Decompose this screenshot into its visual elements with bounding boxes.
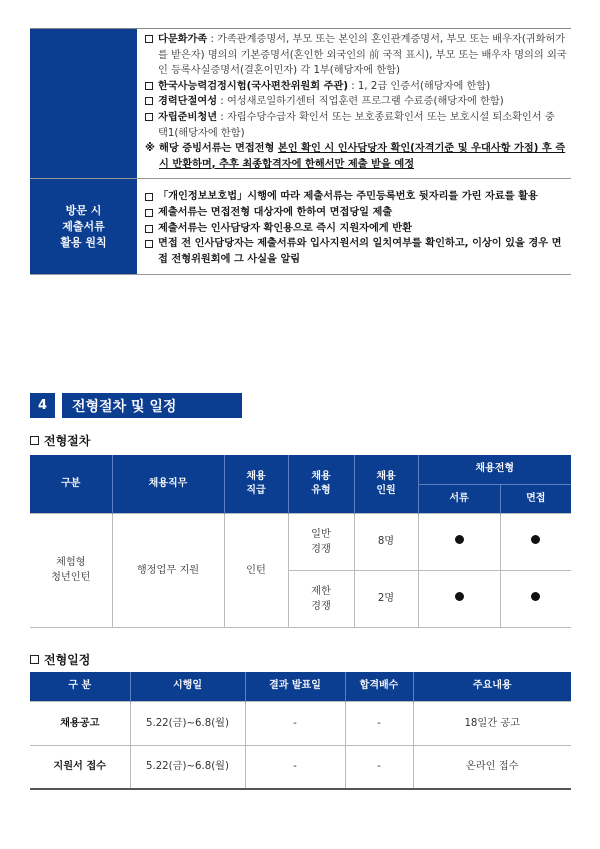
list-item: 경력단절여성 : 여성새로일하기센터 직업훈련 프로그램 수료증(해당자에 한함): [145, 94, 567, 110]
header-stage: 채용전형: [418, 455, 571, 484]
schedule-table: [30, 672, 571, 790]
procedure-table: [30, 455, 571, 628]
list-item: 제출서류는 면접전형 대상자에 한하여 면접당일 제출: [145, 205, 567, 221]
cell-count: 2명: [354, 570, 418, 627]
cell-count: 8명: [354, 513, 418, 570]
requirements-documents-body: [137, 29, 571, 178]
cell-type: 일반 경쟁: [288, 513, 354, 570]
checkbox-square-icon: [145, 35, 153, 43]
filled-circle-icon: [455, 535, 464, 544]
header-ratio: 합격배수: [345, 672, 413, 701]
list-item: 자립준비청년 : 자립수당수급자 확인서 또는 보호종료확인서 또는 보호시설 퇴소확인서 중 택1(해당자에 한함): [145, 110, 567, 141]
header-type: 채용 유형: [288, 455, 354, 513]
checkbox-square-icon: [30, 436, 39, 445]
list-item: 한국사능력검정시험(국사편찬위원회 주관) : 1, 2급 인증서(해당자에 한함): [145, 79, 567, 95]
header-interview: 면접: [500, 484, 571, 513]
header-rank: 채용 직급: [224, 455, 288, 513]
principles-body: [137, 179, 571, 274]
cell-docs: [418, 570, 500, 627]
checkbox-square-icon: [30, 655, 39, 664]
header-content: 주요내용: [413, 672, 571, 701]
checkbox-square-icon: [145, 240, 153, 248]
checkbox-square-icon: [145, 225, 153, 233]
checkbox-square-icon: [145, 209, 153, 217]
header-category: 구 분: [30, 672, 130, 701]
header-category: 구분: [30, 455, 112, 513]
list-item: 다문화가족 : 가족관계증명서, 부모 또는 본인의 혼인관계증명서, 부모 또는 배우자(귀화허가를 받은자) 명의의 기본증명서(혼인한 외국인의 前 국적 표시), 부모 또는 배우자 명의의 외국인 등록사실증명서(결혼이민자) 각 1부(해당자에 한함): [145, 32, 567, 79]
header-job: 채용직무: [112, 455, 224, 513]
requirements-row-documents: [30, 29, 571, 179]
filled-circle-icon: [531, 592, 540, 601]
filled-circle-icon: [455, 592, 464, 601]
table-row: [30, 513, 571, 570]
cell-docs: [418, 513, 500, 570]
procedure-title: 전형절차: [30, 432, 90, 449]
checkbox-square-icon: [145, 113, 153, 121]
checkbox-square-icon: [145, 97, 153, 105]
filled-circle-icon: [531, 535, 540, 544]
cell-job: 행정업무 지원: [112, 513, 224, 627]
cell-interview: [500, 570, 571, 627]
header-date: 시행일: [130, 672, 245, 701]
checkbox-square-icon: [145, 82, 153, 90]
schedule-title: 전형일정: [30, 651, 90, 668]
cell-interview: [500, 513, 571, 570]
documents-note: ※ 해당 증빙서류는 면접전형 본인 확인 시 인사담당자 확인(자격기준 및 우대사항 가점) 후 즉시 반환하며, 추후 최종합격자에 한해서만 제출 받을 예정: [145, 143, 566, 170]
requirements-row-principles: [30, 179, 571, 275]
checkbox-square-icon: [145, 193, 153, 201]
header-count: 채용 인원: [354, 455, 418, 513]
list-item: 제출서류는 인사담당자 확인용으로 즉시 지원자에게 반환: [145, 221, 567, 237]
list-item: 「개인정보보호법」시행에 따라 제출서류는 주민등록번호 뒷자리를 가린 자료를 활용: [145, 189, 567, 205]
section-title: 전형절차 및 일정: [62, 393, 242, 418]
requirements-table: [30, 28, 571, 275]
list-item: 면접 전 인사담당자는 제출서류와 입사지원서의 일치여부를 확인하고, 이상이 있을 경우 면접 전형위원회에 그 사실을 알림: [145, 236, 567, 267]
header-docs: 서류: [418, 484, 500, 513]
principles-label: 방문 시 제출서류 활용 원칙: [30, 179, 137, 274]
cell-type: 제한 경쟁: [288, 570, 354, 627]
table-row: 채용공고 5.22(금)~6.8(월) - - 18일간 공고: [30, 701, 571, 745]
cell-rank: 인턴: [224, 513, 288, 627]
requirements-label-empty: [30, 29, 137, 178]
cell-category: 체험형 청년인턴: [30, 513, 112, 627]
header-result-date: 결과 발표일: [245, 672, 345, 701]
section-number: 4: [30, 393, 55, 418]
table-row: 지원서 접수 5.22(금)~6.8(월) - - 온라인 접수: [30, 745, 571, 789]
